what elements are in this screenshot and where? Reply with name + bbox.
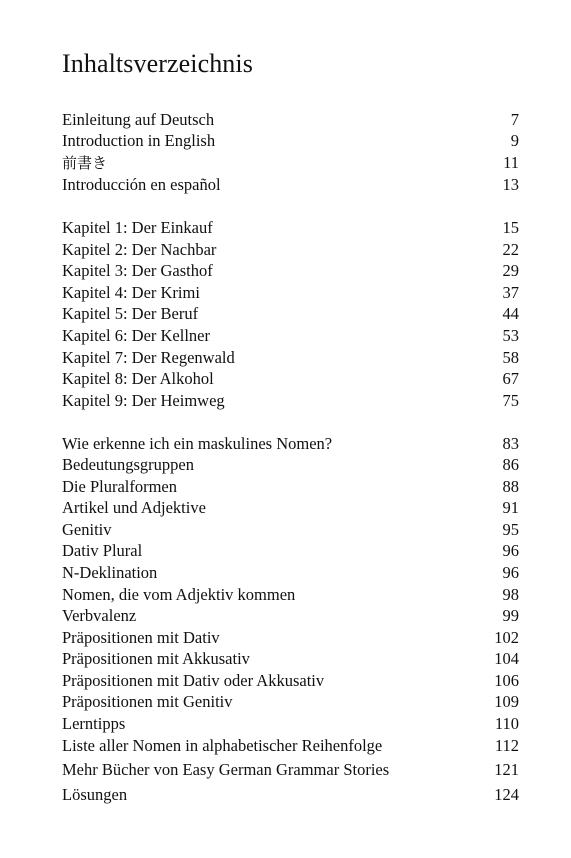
toc-entry-page: 83: [502, 434, 519, 453]
toc-entry: [62, 540, 519, 562]
toc-entry-label: Artikel und Adjektive: [62, 498, 206, 517]
toc-entry-page: 13: [502, 175, 519, 194]
toc-entry: [62, 130, 519, 152]
toc-entry-page: 75: [502, 391, 519, 410]
toc-entry: [62, 347, 519, 369]
toc-entry: [62, 497, 519, 519]
toc-entry-page: 102: [494, 628, 519, 647]
toc-entry-page: 104: [494, 649, 519, 668]
page-title: Inhaltsverzeichnis: [62, 49, 253, 78]
toc-entry: [62, 476, 519, 498]
toc-entry-label: Kapitel 7: Der Regenwald: [62, 348, 235, 367]
toc-entry-label: Einleitung auf Deutsch: [62, 110, 215, 129]
toc-entry-label: Introducción en español: [62, 175, 221, 194]
toc-entry: [62, 368, 519, 390]
toc-entry-label: 前書き: [62, 154, 108, 172]
toc-entry-label: Die Pluralformen: [62, 477, 178, 496]
toc-entry-page: 58: [502, 348, 519, 367]
toc-entry-page: 37: [502, 283, 519, 302]
toc-entry: [62, 584, 519, 606]
toc-entry-page: 124: [494, 785, 519, 804]
toc-entry-label: Kapitel 3: Der Gasthof: [62, 261, 213, 280]
toc-entry-page: 22: [502, 240, 519, 259]
toc-entry: [62, 562, 519, 584]
toc-entry-page: 106: [494, 671, 519, 690]
toc-entry: [62, 390, 519, 412]
toc-entry-page: 15: [502, 218, 519, 237]
toc-entry-label: Lerntipps: [62, 714, 126, 733]
toc-entry-page: 86: [502, 455, 519, 474]
toc-entry-page: 29: [502, 261, 519, 280]
toc-entry-label: Kapitel 2: Der Nachbar: [62, 240, 217, 259]
toc-entry: [62, 648, 519, 670]
toc-entry-label: Präpositionen mit Dativ: [62, 628, 220, 647]
toc-entry: [62, 713, 519, 735]
toc-entry: [62, 239, 519, 261]
toc-entry-page: 109: [494, 692, 519, 711]
toc-entry-page: 88: [502, 477, 519, 496]
toc-entry: [62, 454, 519, 476]
toc-entry-page: 110: [494, 714, 519, 733]
toc-entry: [62, 519, 519, 541]
toc-entry: [62, 174, 519, 196]
toc-entry: [62, 217, 519, 239]
toc-entry-page: 96: [502, 541, 519, 560]
toc-entry-label: Wie erkenne ich ein maskulines Nomen?: [62, 434, 333, 453]
toc-entry-label: Nomen, die vom Adjektiv kommen: [62, 585, 296, 604]
toc-entry: [62, 670, 519, 692]
toc-entry: [62, 325, 519, 347]
toc-entry: [62, 152, 519, 174]
toc-entry-page: 7: [510, 110, 519, 129]
toc-entry-page: 91: [502, 498, 519, 517]
toc-entry-label: Verbvalenz: [62, 606, 137, 625]
toc-entry-page: 44: [502, 304, 519, 323]
toc-entry: [62, 735, 519, 757]
toc-entry: [62, 303, 519, 325]
toc-entry-page: 112: [494, 736, 519, 755]
toc-entry-label: N-Deklination: [62, 563, 158, 582]
toc-entry-label: Liste aller Nomen in alphabetischer Reihenfolge: [62, 736, 383, 755]
toc-entry-label: Lösungen: [62, 785, 128, 804]
toc-entry-page: 53: [502, 326, 519, 345]
toc-entry: [62, 605, 519, 627]
toc-entry-label: Kapitel 5: Der Beruf: [62, 304, 199, 323]
toc-entry-label: Kapitel 8: Der Alkohol: [62, 369, 214, 388]
toc-entry: [62, 691, 519, 713]
toc-entry-label: Präpositionen mit Dativ oder Akkusativ: [62, 671, 325, 690]
toc-entry-label: Kapitel 9: Der Heimweg: [62, 391, 225, 410]
toc-entry-page: 96: [502, 563, 519, 582]
toc-entry: [62, 260, 519, 282]
toc-entry: [62, 433, 519, 455]
toc-entry-page: 99: [502, 606, 519, 625]
toc-entry-label: Introduction in English: [62, 131, 216, 150]
toc-entry: [62, 627, 519, 649]
toc-entry-label: Bedeutungsgruppen: [62, 455, 194, 474]
toc-entry-page: 121: [494, 760, 519, 779]
toc-entry-page: 67: [502, 369, 519, 388]
toc-entry-page: 9: [510, 131, 519, 150]
toc-entry-label: Präpositionen mit Akkusativ: [62, 649, 250, 668]
toc-entry-label: Dativ Plural: [62, 541, 143, 560]
toc-entry-page: 11: [503, 153, 519, 172]
toc-entry: [62, 759, 519, 781]
toc-entry-page: 95: [502, 520, 519, 539]
toc-entry-page: 98: [502, 585, 519, 604]
toc-entry-label: Mehr Bücher von Easy German Grammar Stories: [62, 760, 390, 779]
toc-entry: [62, 282, 519, 304]
toc-entry-label: Genitiv: [62, 520, 112, 539]
toc-entry: [62, 784, 519, 806]
toc-entry-label: Kapitel 6: Der Kellner: [62, 326, 210, 345]
toc-entry-label: Präpositionen mit Genitiv: [62, 692, 233, 711]
toc-entry-label: Kapitel 1: Der Einkauf: [62, 218, 213, 237]
toc-entry-label: Kapitel 4: Der Krimi: [62, 283, 200, 302]
toc-entry: [62, 109, 519, 131]
